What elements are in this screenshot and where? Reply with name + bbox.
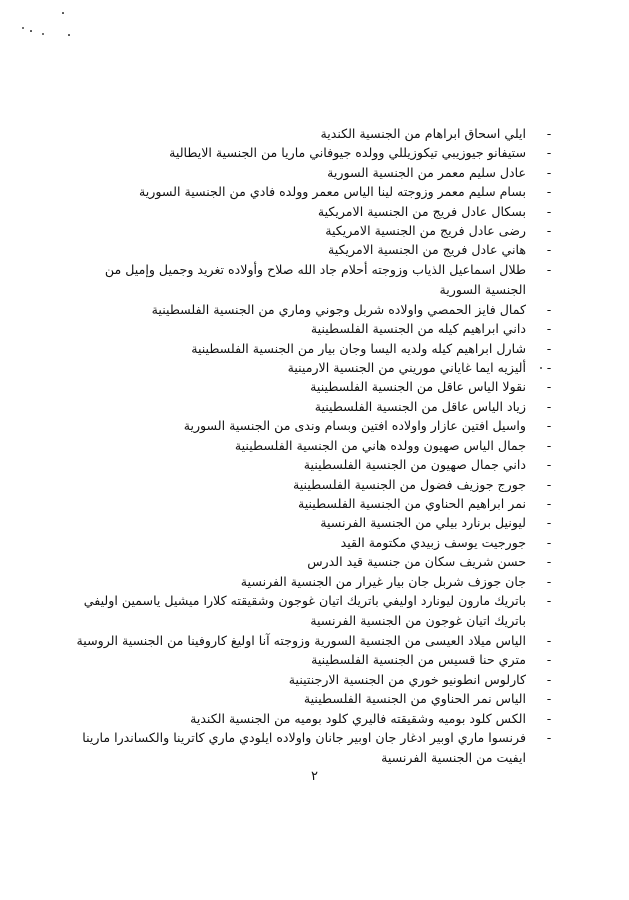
list-item-text: ايلي اسحاق ابراهام من الجنسية الكندية: [320, 126, 526, 141]
list-bullet: -: [546, 223, 552, 239]
list-item: [70, 416, 552, 435]
list-item: [70, 319, 552, 338]
list-item: [70, 358, 552, 377]
list-item-text: جورجيت يوسف زبيدي مكتومة القيد: [340, 534, 526, 550]
list-item: [70, 260, 552, 300]
list-item: [70, 397, 552, 416]
list-item-text: هاني عادل فريج من الجنسية الامريكية: [328, 242, 526, 258]
list-item-text: رضى عادل فريج من الجنسية الامريكية: [325, 223, 526, 239]
list-bullet: -: [546, 398, 552, 414]
list-bullet: -: [546, 515, 552, 531]
list-bullet: -: [546, 671, 552, 687]
list-item: [70, 552, 552, 571]
list-item-text: زياد الياس عاقل من الجنسية الفلسطينية: [314, 398, 526, 414]
page-number: ٢: [311, 769, 318, 784]
list-item-text: جان جوزف شربل جان بيار غيرار من الجنسية الفرنسية: [240, 573, 526, 589]
list-item: [70, 689, 552, 708]
list-item-text: شارل ابراهيم كيله ولديه اليسا وجان بيار من الجنسية الفلسطينية: [191, 340, 526, 356]
list-item: [70, 436, 552, 455]
list-item: [70, 631, 552, 650]
list-item: [70, 533, 552, 552]
list-bullet: -: [546, 321, 552, 337]
list-item-text: ستيفانو جيوزيبي تيكوزيللي وولده جيوفاني ماريا من الجنسية الايطالية: [169, 145, 526, 161]
list-item-text: أليزيه ايما غاياني موريني من الجنسية الارمينية: [287, 360, 526, 376]
list-item: [70, 143, 552, 162]
list-bullet: -: [546, 301, 552, 317]
list-item-text: جمال الياس صهيون وولده هاني من الجنسية الفلسطينية: [234, 437, 526, 453]
list-item-text: باتريك مارون ليونارد اوليفي باتريك اتيان غوجون وشقيقته كلارا ميشيل ياسمين اوليفي باتريك اتيان غوجون من الجنسية الفرنسية: [83, 592, 526, 628]
list-item: [70, 300, 552, 319]
list-bullet: -: [546, 710, 552, 726]
list-bullet: -: [546, 379, 552, 395]
list-item: [70, 591, 552, 631]
scan-speck: [540, 367, 542, 369]
list-item-text: فرنسوا ماري اوبير ادغار جان اوبير جانان واولاده ايلودي ماري كاترينا والكساندرا مارينا ايفيت من الجنسية الفرنسية: [82, 729, 526, 765]
list-bullet: -: [546, 164, 552, 180]
list-item: [70, 670, 552, 689]
list-item: [70, 202, 552, 221]
list-item-text: نقولا الياس عاقل من الجنسية الفلسطينية: [310, 379, 526, 395]
list-bullet: -: [546, 573, 552, 589]
list-item: [70, 475, 552, 494]
list-item: [70, 163, 552, 182]
list-item: [70, 513, 552, 532]
list-bullet: -: [546, 437, 552, 453]
list-bullet: -: [546, 691, 552, 707]
list-item-text: بسكال عادل فريج من الجنسية الامريكية: [317, 203, 526, 219]
scan-speck: [62, 12, 64, 14]
scan-speck: [42, 33, 44, 35]
list-item-text: طلال اسماعيل الذياب وزوجته أحلام جاد الله صلاح وأولاده تغريد وجميل وإميل من الجنسية السورية: [104, 261, 526, 297]
list-bullet: -: [546, 534, 552, 550]
list-item: [70, 728, 552, 768]
list-item: [70, 124, 552, 143]
list-item-text: الياس ميلاد العيسى من الجنسية السورية وزوجته آنا اوليغ كاروفينا من الجنسية الروسية: [76, 632, 526, 648]
list-bullet: -: [546, 729, 552, 745]
list-item-text: حسن شريف سكان من جنسية قيد الدرس: [307, 554, 526, 570]
list-bullet: -: [546, 126, 552, 141]
list-item-text: واسيل افتين عازار واولاده افتين وبسام وندى من الجنسية السورية: [183, 418, 526, 434]
list-item-text: كمال فايز الحمصي واولاده شربل وجوني وماري من الجنسية الفلسطينية: [151, 301, 526, 317]
list-item-text: الكس كلود بوميه وشقيقته فاليري كلود بوميه من الجنسية الكندية: [190, 710, 526, 726]
list-bullet: -: [546, 184, 552, 200]
list-bullet: -: [546, 632, 552, 648]
list-item: [70, 339, 552, 358]
list-bullet: -: [546, 652, 552, 668]
list-bullet: -: [546, 360, 552, 376]
names-list: [70, 124, 552, 768]
list-item: [70, 240, 552, 259]
list-item: [70, 572, 552, 591]
list-item-text: كارلوس انطونيو خوري من الجنسية الارجنتينية: [288, 671, 526, 687]
list-item: [70, 494, 552, 513]
list-bullet: -: [546, 340, 552, 356]
list-item: [70, 377, 552, 396]
list-item-text: بسام سليم معمر وزوجته لينا الياس معمر وولده فادي من الجنسية السورية: [139, 184, 526, 200]
list-bullet: -: [546, 418, 552, 434]
list-item-text: متري حنا قسيس من الجنسية الفلسطينية: [311, 652, 526, 668]
scan-speck: [22, 27, 24, 29]
list-item: [70, 182, 552, 201]
list-item-text: عادل سليم معمر من الجنسية السورية: [327, 164, 526, 180]
list-bullet: -: [546, 554, 552, 570]
list-bullet: -: [546, 145, 552, 161]
list-bullet: -: [546, 495, 552, 511]
list-item-text: داني جمال صهيون من الجنسية الفلسطينية: [303, 457, 526, 473]
scan-speck: [30, 30, 32, 32]
list-item-text: نمر ابراهيم الحناوي من الجنسية الفلسطينية: [297, 495, 526, 511]
list-bullet: -: [546, 261, 552, 277]
list-item-text: الياس نمر الحناوي من الجنسية الفلسطينية: [303, 691, 526, 707]
list-bullet: -: [546, 457, 552, 473]
list-item-text: داني ابراهيم كيله من الجنسية الفلسطينية: [310, 321, 526, 337]
list-item: [70, 455, 552, 474]
list-bullet: -: [546, 592, 552, 608]
list-bullet: -: [546, 476, 552, 492]
list-item: [70, 709, 552, 728]
list-bullet: -: [546, 203, 552, 219]
scan-speck: [68, 34, 70, 36]
list-item: [70, 221, 552, 240]
list-item-text: جورج جوزيف فضول من الجنسية الفلسطينية: [292, 476, 526, 492]
list-item: [70, 650, 552, 669]
list-item-text: ليونيل برنارد بيلي من الجنسية الفرنسية: [320, 515, 526, 531]
list-bullet: -: [546, 242, 552, 258]
